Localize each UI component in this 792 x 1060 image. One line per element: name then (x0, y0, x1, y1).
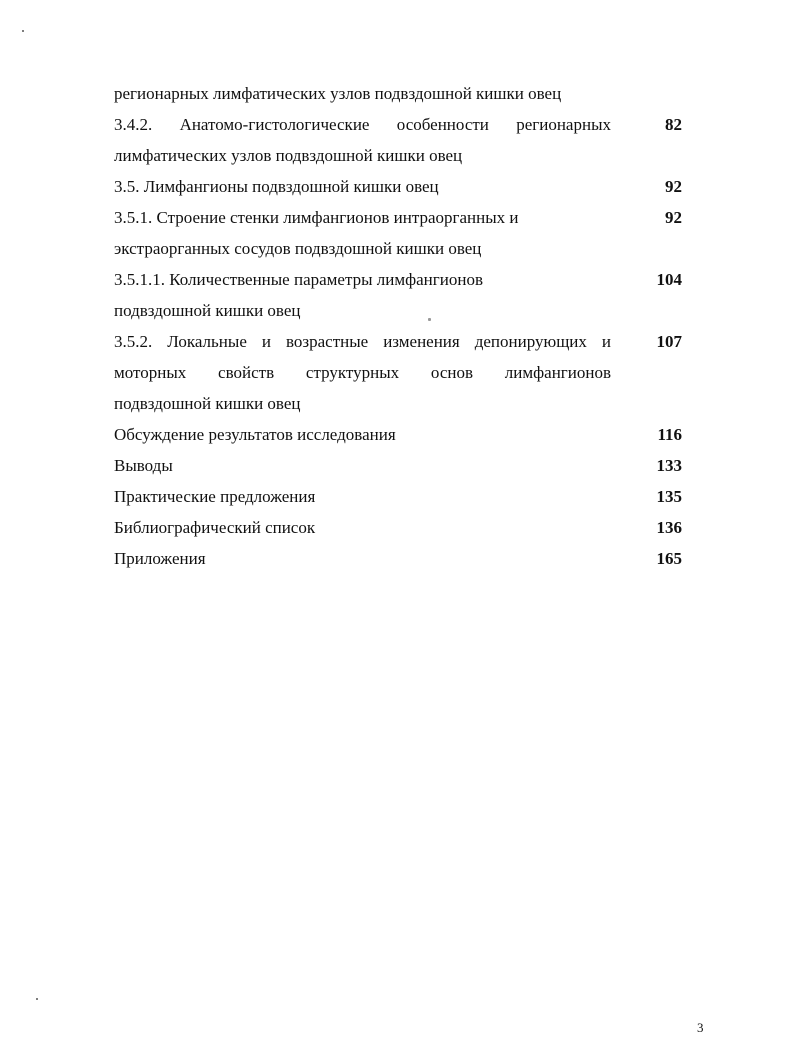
toc-entry-line: регионарных лимфатических узлов подвздошной кишки овец (114, 84, 562, 103)
toc-entry (114, 543, 682, 574)
toc-entry-line: 3.5. Лимфангионы подвздошной кишки овец (114, 177, 439, 196)
toc-entry (114, 326, 682, 419)
scan-speck (428, 318, 431, 321)
toc-entry-title (114, 543, 611, 574)
toc-entry-line: лимфатических узлов подвздошной кишки овец (114, 146, 463, 165)
toc-entry-line: 3.5.1.1. Количественные параметры лимфангионов (114, 270, 483, 289)
toc-entry-title (114, 202, 611, 264)
toc-entry-line: Выводы (114, 456, 173, 475)
toc-entry-title (114, 450, 611, 481)
toc-entry-title (114, 512, 611, 543)
toc-entry-title (114, 419, 611, 450)
toc-entry-line: 3.5.2. Локальные и возрастные изменения депонирующих и (114, 332, 611, 351)
page-number: 3 (697, 1020, 704, 1035)
toc-entry-title (114, 326, 611, 419)
toc-entry-line: 3.4.2. Анатомо-гистологические особенности регионарных (114, 115, 611, 134)
toc-entry-line: Приложения (114, 549, 206, 568)
toc-entry (114, 264, 682, 326)
toc-entry-title (114, 171, 611, 202)
scan-speck (36, 998, 38, 1000)
toc-entry-page: 92 (665, 177, 682, 196)
table-of-contents (114, 78, 682, 574)
toc-entry (114, 481, 682, 512)
toc-entry-line: Библиографический список (114, 518, 316, 537)
toc-entry (114, 450, 682, 481)
toc-entry-line: подвздошной кишки овец (114, 301, 301, 320)
toc-entry-page: 133 (656, 456, 682, 475)
toc-entry-page: 165 (656, 549, 682, 568)
toc-entry-page: 92 (665, 208, 682, 227)
toc-entry-line: Обсуждение результатов исследования (114, 425, 396, 444)
toc-entry-line: 3.5.1. Строение стенки лимфангионов интраорганных и (114, 208, 519, 227)
toc-entry-line: моторных свойств структурных основ лимфангионов (114, 363, 611, 382)
toc-entry-page: 104 (656, 270, 682, 289)
toc-entry-title (114, 109, 611, 171)
toc-entry (114, 512, 682, 543)
toc-entry (114, 171, 682, 202)
toc-entry-line: экстраорганных сосудов подвздошной кишки овец (114, 239, 482, 258)
toc-entry-page: 135 (656, 487, 682, 506)
toc-entry-page: 107 (656, 332, 682, 351)
toc-entry-title (114, 481, 611, 512)
toc-entry-title (114, 78, 611, 109)
scan-speck (22, 30, 24, 32)
toc-entry-line: подвздошной кишки овец (114, 394, 301, 413)
toc-entry-page: 82 (665, 115, 682, 134)
toc-entry (114, 109, 682, 171)
toc-entry (114, 78, 682, 109)
toc-entry (114, 419, 682, 450)
toc-entry-page: 116 (657, 425, 682, 444)
toc-entry-line: Практические предложения (114, 487, 316, 506)
toc-entry-title (114, 264, 611, 326)
toc-entry-page: 136 (656, 518, 682, 537)
toc-entry (114, 202, 682, 264)
